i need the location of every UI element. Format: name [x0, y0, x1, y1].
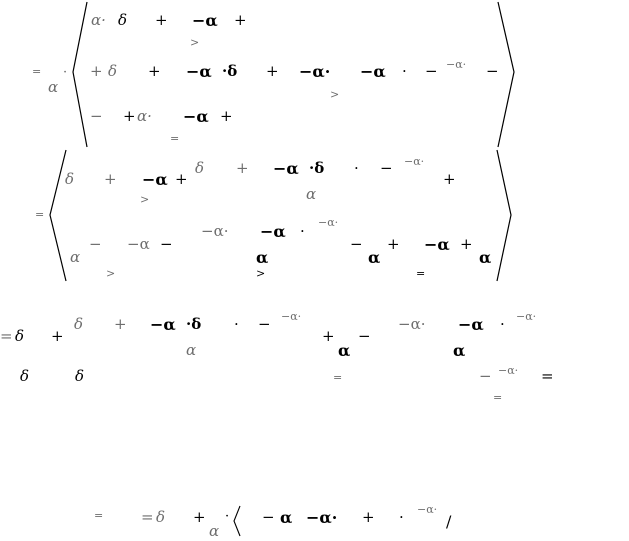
math-symbol: +: [155, 11, 168, 29]
math-symbol: +: [90, 62, 103, 80]
math-symbol: −α: [127, 235, 150, 253]
math-symbol: α: [186, 341, 197, 359]
math-symbol: −α·: [417, 503, 438, 516]
math-symbol: δ: [118, 11, 128, 29]
math-symbol: =: [0, 327, 13, 345]
math-symbol: α: [453, 341, 466, 360]
math-symbol: −: [425, 62, 438, 80]
math-symbol: /: [446, 512, 452, 531]
math-symbol: ·δ: [309, 159, 325, 177]
math-symbol: ·: [63, 65, 68, 80]
math-symbol: =: [94, 509, 104, 522]
math-symbol: +: [148, 62, 161, 80]
math-symbol: +: [193, 508, 206, 526]
math-symbol: +: [443, 170, 456, 188]
math-symbol: +: [104, 170, 117, 188]
math-symbol: ·: [354, 159, 359, 177]
math-symbol: +: [234, 11, 247, 29]
math-symbol: −α·: [516, 310, 537, 323]
math-symbol: +: [123, 107, 136, 125]
math-symbol: α: [368, 248, 381, 267]
math-symbol: α: [256, 248, 269, 267]
math-symbol: −α·: [398, 315, 426, 333]
math-symbol: −α·: [318, 216, 339, 229]
math-symbol: α: [48, 78, 59, 96]
math-symbol: >: [106, 267, 116, 280]
right-angle-bracket-2: [497, 150, 511, 281]
math-symbol: −α·: [299, 62, 331, 81]
math-symbol: +: [387, 235, 400, 253]
math-symbol: +: [175, 170, 188, 188]
math-symbol: =: [35, 208, 45, 221]
math-symbol: −: [358, 327, 371, 345]
math-symbol: δ: [20, 367, 30, 385]
math-symbol: α: [209, 522, 220, 540]
math-symbol: −α: [424, 235, 450, 254]
math-symbol: =: [333, 371, 343, 384]
math-symbol: +: [362, 508, 375, 526]
math-symbol: −α: [458, 315, 484, 334]
math-symbol: ·δ: [222, 62, 238, 80]
math-symbol: α: [479, 248, 492, 267]
math-symbol: −: [160, 235, 173, 253]
math-symbol: +: [236, 159, 249, 177]
left-angle-bracket-2: [50, 150, 66, 281]
math-symbol: −α: [192, 11, 218, 30]
math-symbol: −α: [183, 107, 209, 126]
math-symbol: −: [479, 367, 492, 385]
math-symbol: =: [541, 367, 554, 385]
math-symbol: −α: [273, 159, 299, 178]
math-symbol: −: [486, 62, 499, 80]
math-symbol: −: [258, 315, 271, 333]
math-symbol: ·: [225, 509, 230, 524]
math-symbol: =: [32, 65, 42, 78]
math-symbol: −α·: [498, 364, 519, 377]
math-symbol: >: [190, 36, 200, 49]
math-symbol: −α·: [201, 222, 229, 240]
math-symbol: =: [493, 391, 503, 404]
math-symbol: δ: [15, 327, 25, 345]
math-symbol: −: [90, 107, 103, 125]
math-symbol: +: [51, 327, 64, 345]
math-symbol: −: [89, 235, 102, 253]
left-angle-bracket-1: [73, 2, 87, 147]
math-symbol: −α·: [281, 310, 302, 323]
math-symbol: ·: [500, 315, 505, 333]
math-symbol: α: [70, 248, 81, 266]
math-symbol: ·δ: [186, 315, 202, 333]
right-angle-bracket-1: [498, 2, 514, 147]
math-symbol: −α·: [446, 58, 467, 71]
math-symbol: δ: [156, 508, 166, 526]
math-symbol: >: [330, 88, 340, 101]
math-symbol: δ: [74, 315, 84, 333]
math-symbol: −α: [260, 222, 286, 241]
math-symbol: +: [114, 315, 127, 333]
math-symbol: −α·: [404, 155, 425, 168]
math-symbol: −α: [150, 315, 176, 334]
math-symbol: +: [220, 107, 233, 125]
left-angle-bracket-3: [234, 506, 240, 536]
math-symbol: +: [460, 235, 473, 253]
math-symbol: ·: [300, 222, 305, 240]
math-symbol: −α: [186, 62, 212, 81]
math-symbol: α·: [137, 107, 152, 125]
math-symbol: −α: [142, 170, 168, 189]
math-symbol: =: [141, 508, 154, 526]
math-symbol: δ: [195, 159, 205, 177]
math-symbol: ·: [399, 508, 404, 526]
math-symbol: −: [262, 508, 275, 526]
math-symbol: δ: [75, 367, 85, 385]
math-symbol: ·: [402, 62, 407, 80]
math-symbol: α·: [91, 11, 106, 29]
math-symbol: −: [350, 235, 363, 253]
math-symbol: +: [266, 62, 279, 80]
math-symbol: −: [380, 159, 393, 177]
math-symbol: δ: [65, 170, 75, 188]
math-symbol: α: [306, 185, 317, 203]
math-symbol: −α: [360, 62, 386, 81]
math-symbol: >: [256, 267, 266, 280]
math-symbol: >: [140, 193, 150, 206]
math-symbol: =: [416, 267, 426, 280]
math-symbol: −α·: [306, 508, 338, 527]
math-symbol: δ: [108, 62, 118, 80]
math-symbol: +: [322, 327, 335, 345]
math-symbol: α: [280, 508, 293, 527]
math-symbol: ·: [234, 315, 239, 333]
math-symbol: =: [170, 132, 180, 145]
math-symbol: α: [338, 341, 351, 360]
